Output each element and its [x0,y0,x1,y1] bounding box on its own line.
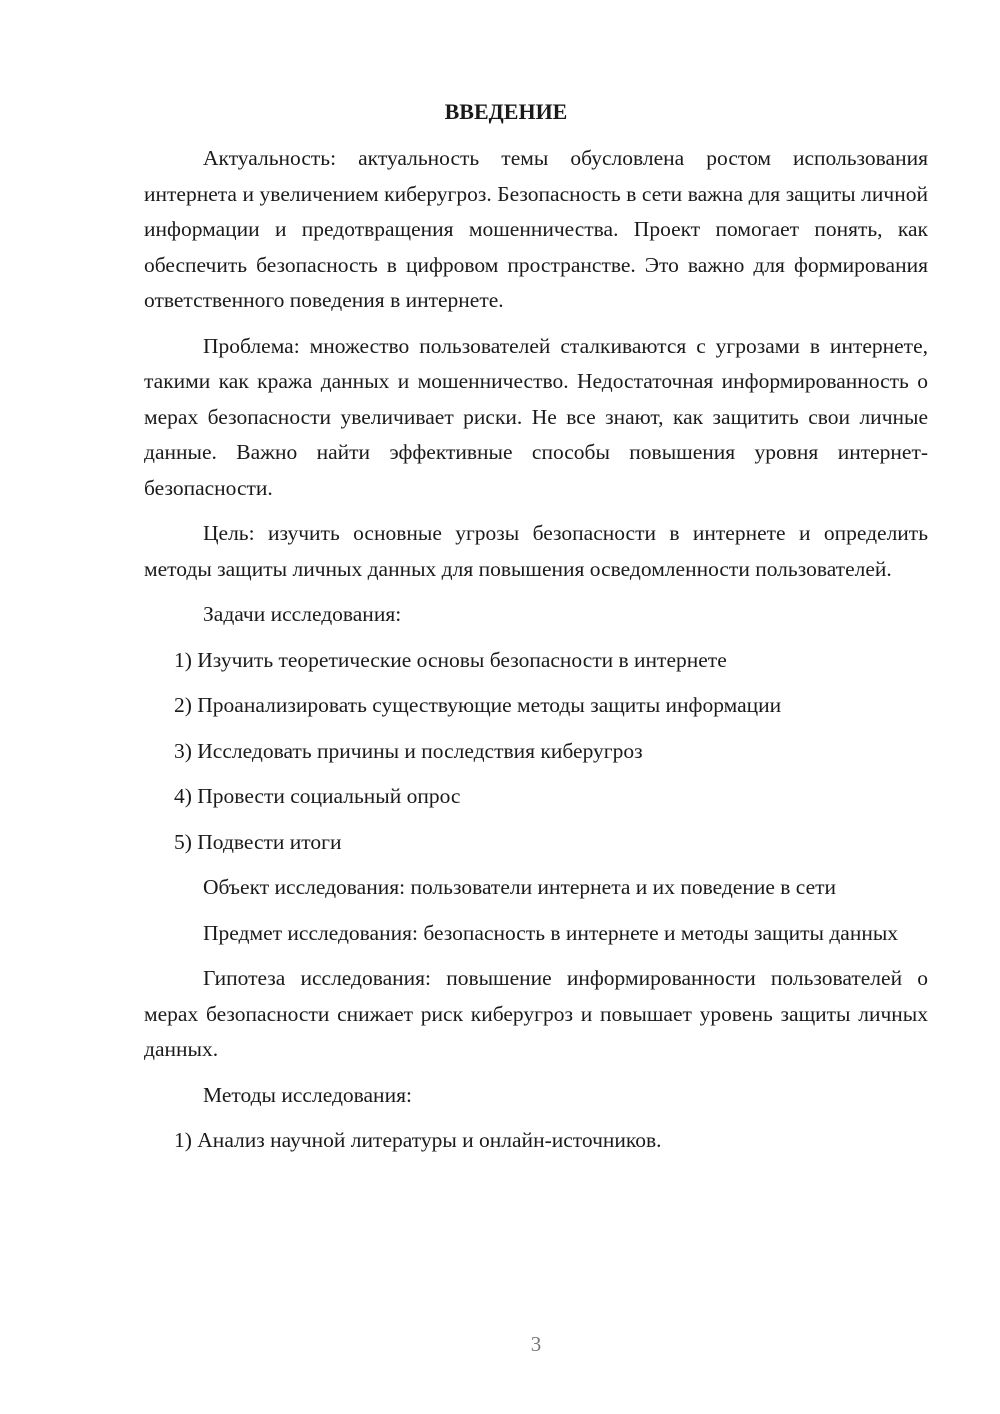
page-number: 3 [530,1332,542,1356]
paragraph-hypothesis: Гипотеза исследования: повышение информированности пользователей о мерах безопасности снижает риск киберугроз и повышает уровень защиты личных данных. [144,966,928,1061]
page-title: ВВЕДЕНИЕ [444,99,568,124]
paragraph-problem: Проблема: множество пользователей сталкиваются с угрозами в интернете, такими как кража данных и мошенничество. Недостаточная информированность о мерах безопасности увеличивает риски. Не все знают, как защитить свои личные данные. Важно найти эффективные способы повышения уровня интернет-безопасности. [144,333,928,500]
method-item: 1) Анализ научной литературы и онлайн-источников. [174,1128,662,1152]
task-item: 3) Исследовать причины и последствия киберугроз [174,738,643,763]
task-item: 4) Провести социальный опрос [174,784,461,808]
task-item: 5) Подвести итоги [174,829,342,854]
methods-heading: Методы исследования: [203,1082,412,1107]
paragraph-object: Объект исследования: пользователи интернета и их поведение в сети [203,875,837,899]
paragraph-relevance: Актуальность: актуальность темы обусловлена ростом использования интернета и увеличением киберугроз. Безопасность в сети важна для защиты личной информации и предотвращения мошенничества. Проект помогает понять, как обеспечить безопасность в цифровом пространстве. Это важно для формирования ответственного поведения в интернете. [144,146,928,312]
task-item: 2) Проанализировать существующие методы защиты информации [174,693,782,717]
tasks-heading: Задачи исследования: [203,602,402,626]
paragraph-goal: Цель: изучить основные угрозы безопасности в интернете и определить методы защиты личных данных для повышения осведомленности пользователей. [144,521,928,581]
paragraph-subject: Предмет исследования: безопасность в интернете и методы защиты данных [203,920,899,945]
task-item: 1) Изучить теоретические основы безопасности в интернете [174,647,727,672]
